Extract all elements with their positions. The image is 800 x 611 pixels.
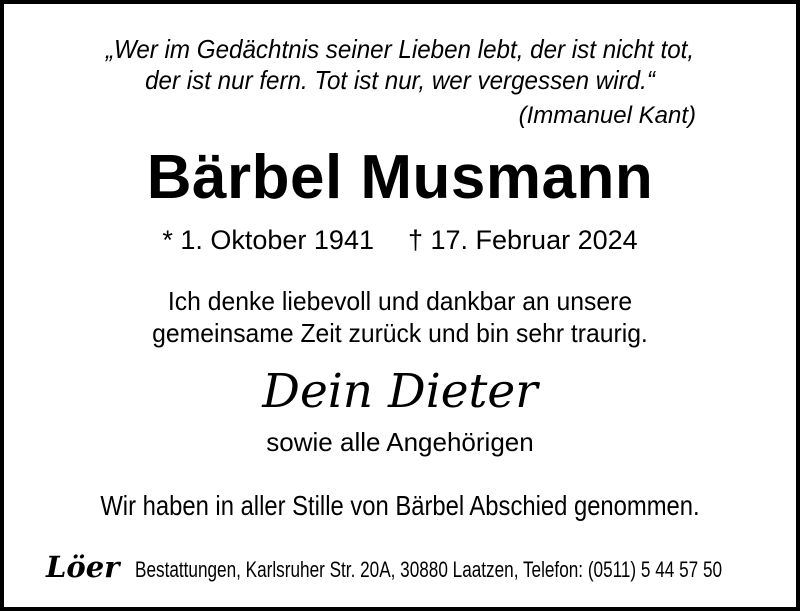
deceased-name: Bärbel Musmann — [146, 143, 654, 212]
life-dates — [4, 225, 796, 256]
quote-attribution: (Immanuel Kant) — [518, 102, 696, 129]
funeral-home-logo: Löer — [46, 550, 120, 584]
mourner-signature: Dein Dieter — [262, 364, 538, 419]
farewell-statement: Wir haben in aller Stille von Bärbel Abschied genommen. — [100, 490, 700, 521]
memorial-quote — [4, 34, 796, 96]
mourners-additional: sowie alle Angehörigen — [266, 427, 534, 457]
quote-line-1: „Wer im Gedächtnis seiner Lieben lebt, der ist nicht tot, — [105, 34, 695, 64]
message-line-2: gemeinsame Zeit zurück und bin sehr traurig. — [152, 318, 648, 348]
funeral-home-info: Bestattungen, Karlsruher Str. 20A, 30880 Laatzen, Telefon: (0511) 5 44 57 50 — [135, 557, 723, 582]
birth-date: * 1. Oktober 1941 — [162, 225, 374, 255]
quote-line-2: der ist nur fern. Tot ist nur, wer vergessen wird.“ — [145, 65, 655, 95]
funeral-home-footer — [46, 550, 776, 584]
death-date: † 17. Februar 2024 — [407, 225, 638, 255]
condolence-message — [4, 285, 796, 349]
message-line-1: Ich denke liebevoll und dankbar an unsere — [167, 286, 633, 316]
